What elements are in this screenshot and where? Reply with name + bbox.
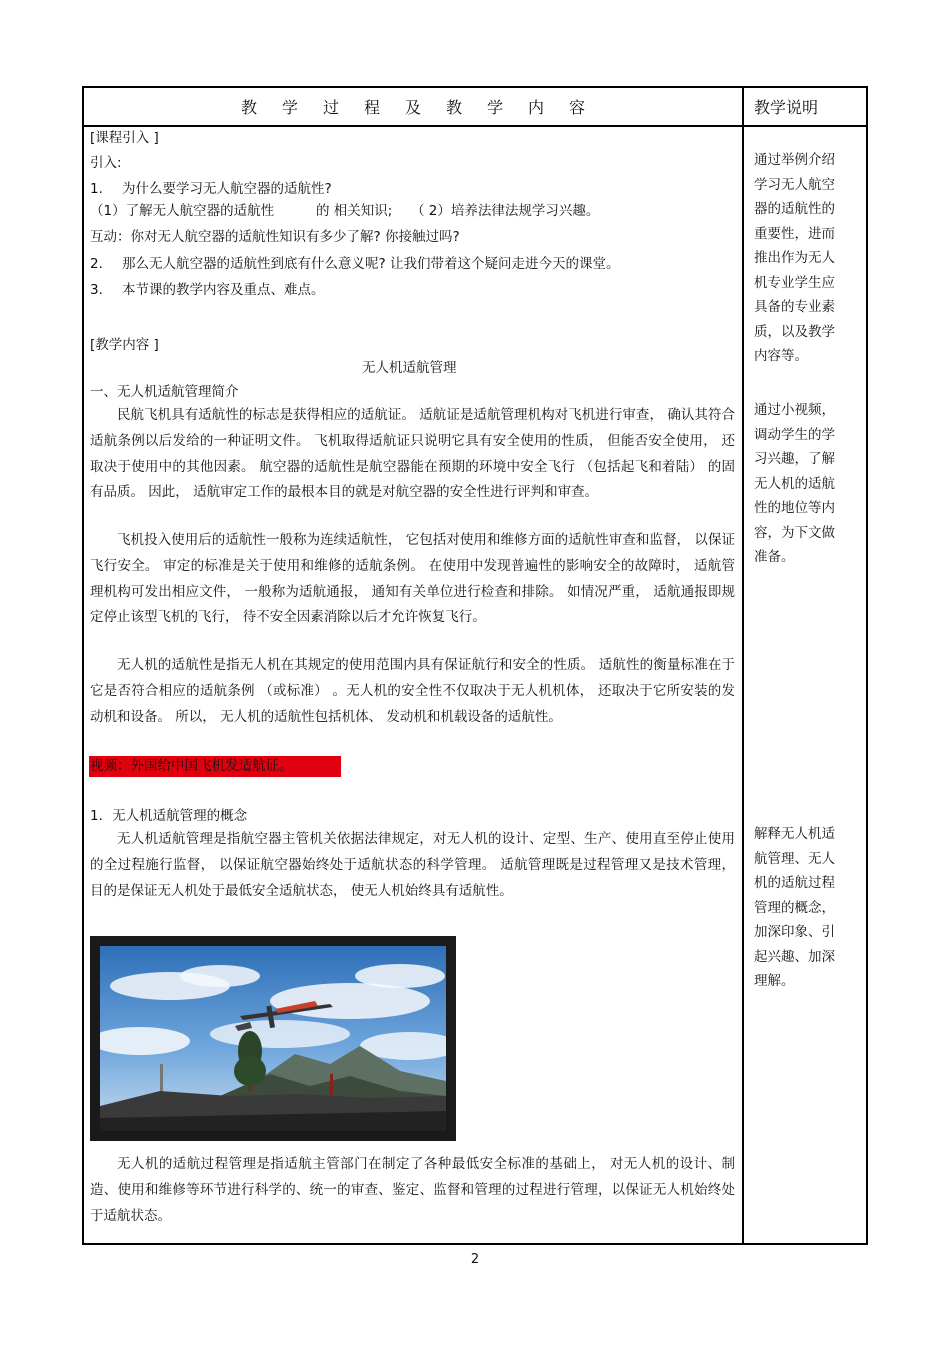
question-1: 为什么要学习无人航空器的适航性? xyxy=(122,181,332,197)
goals-part-a: （1）了解无人航空器的适航性 xyxy=(90,203,275,219)
video-highlight: 视频：外国给中国飞机发适航证。 xyxy=(89,756,341,777)
header-divider xyxy=(82,125,868,127)
drone-photo-image xyxy=(100,946,446,1131)
question-3-number: 3. xyxy=(90,282,103,298)
page-number: 2 xyxy=(470,1252,480,1267)
goals-part-b: 的 相关知识; xyxy=(316,203,393,219)
section-1-heading: 一、无人机适航管理简介 xyxy=(90,384,239,400)
question-2-number: 2. xyxy=(90,256,103,272)
question-3: 本节课的教学内容及重点、难点。 xyxy=(122,282,325,298)
intro-lead: 引入: xyxy=(90,155,122,171)
interaction-prompt: 互动：你对无人航空器的适航性知识有多少了解? 你接触过吗? xyxy=(90,229,460,245)
paragraph-2: 飞机投入使用后的适航性一般称为连续适航性， 它包括对使用和维修方面的适航性审查和监督， 以保证飞行安全。 审定的标准是关于使用和维修的适航条例。 在使用中发现普遍性的影响安全的故障时， 适航管理机构可发出相应文件， 一般称为适航通报， 通知有关单位进行检查和排除。 如情况严重， 适航通报即规定停止该型飞机的飞行， 待不安全因素消除以后才允许恢复飞行。 xyxy=(90,532,735,626)
paragraph-5-block xyxy=(90,1152,735,1229)
paragraph-5: 无人机的适航过程管理是指适航主管部门在制定了各种最低安全标准的基础上， 对无人机的设计、制造、使用和维修等环节进行科学的、统一的审查、鉴定、监督和管理的过程进行管理，以保证无人机始终处于适航状态。 xyxy=(90,1156,735,1224)
paragraph-1-block xyxy=(90,403,735,506)
paragraph-2-block xyxy=(90,528,735,631)
drone-photo xyxy=(90,936,456,1141)
question-2: 那么无人航空器的适航性到底有什么意义呢? 让我们带着这个疑问走进今天的课堂。 xyxy=(122,256,620,272)
paragraph-4-block xyxy=(90,827,735,904)
content-title: 无人机适航管理 xyxy=(362,360,457,376)
column-divider xyxy=(742,86,744,1245)
subsection-1-heading: 1．无人机适航管理的概念 xyxy=(90,808,248,824)
paragraph-3-block xyxy=(90,653,735,730)
header-side: 教学说明 xyxy=(754,98,819,117)
side-note-1: 通过举例介绍学习无人航空器的适航性的重要性，进而推出作为无人机专业学生应具备的专业素质，以及教学内容等。 xyxy=(754,152,835,364)
intro-label: [课程引入 ] xyxy=(90,130,159,146)
paragraph-3: 无人机的适航性是指无人机在其规定的使用范围内具有保证航行和安全的性质。 适航性的衡量标准在于它是否符合相应的适航条例 （或标准） 。无人机的安全性不仅取决于无人机机体， 还取决于它所安装的发动机和设备。 所以， 无人机的适航性包括机体、 发动机和机载设备的适航性。 xyxy=(90,657,735,725)
content-label: [教学内容 ] xyxy=(90,337,159,353)
paragraph-1: 民航飞机具有适航性的标志是获得相应的适航证。 适航证是适航管理机构对飞机进行审查， 确认其符合适航条例以后发给的一种证明文件。 飞机取得适航证只说明它具有安全使用的性质， 但能否安全使用， 还取决于使用中的其他因素。 航空器的适航性是航空器能在预期的环境中安全飞行 （包括起飞和着陆） 的固有品质。 因此， 适航审定工作的最根本目的就是对航空器的安全性进行评判和审查。 xyxy=(90,407,735,501)
header-main: 教学过程及教学内容 xyxy=(240,98,610,117)
side-note-3: 解释无人机适航管理、无人机的适航过程管理的概念，加深印象、引起兴趣、加深理解。 xyxy=(754,826,835,989)
goals-part-c: （ 2）培养法律法规学习兴趣。 xyxy=(411,203,600,219)
question-1-number: 1. xyxy=(90,181,103,197)
paragraph-4: 无人机适航管理是指航空器主管机关依据法律规定，对无人机的设计、定型、生产、使用直至停止使用的全过程施行监督， 以保证航空器始终处于适航状态的科学管理。 适航管理既是过程管理又是技术管理， 目的是保证无人机处于最低安全适航状态， 使无人机始终具有适航性。 xyxy=(90,831,735,899)
side-note-2: 通过小视频，调动学生的学习兴趣，了解无人机的适航性的地位等内容，为下文做准备。 xyxy=(754,402,835,565)
